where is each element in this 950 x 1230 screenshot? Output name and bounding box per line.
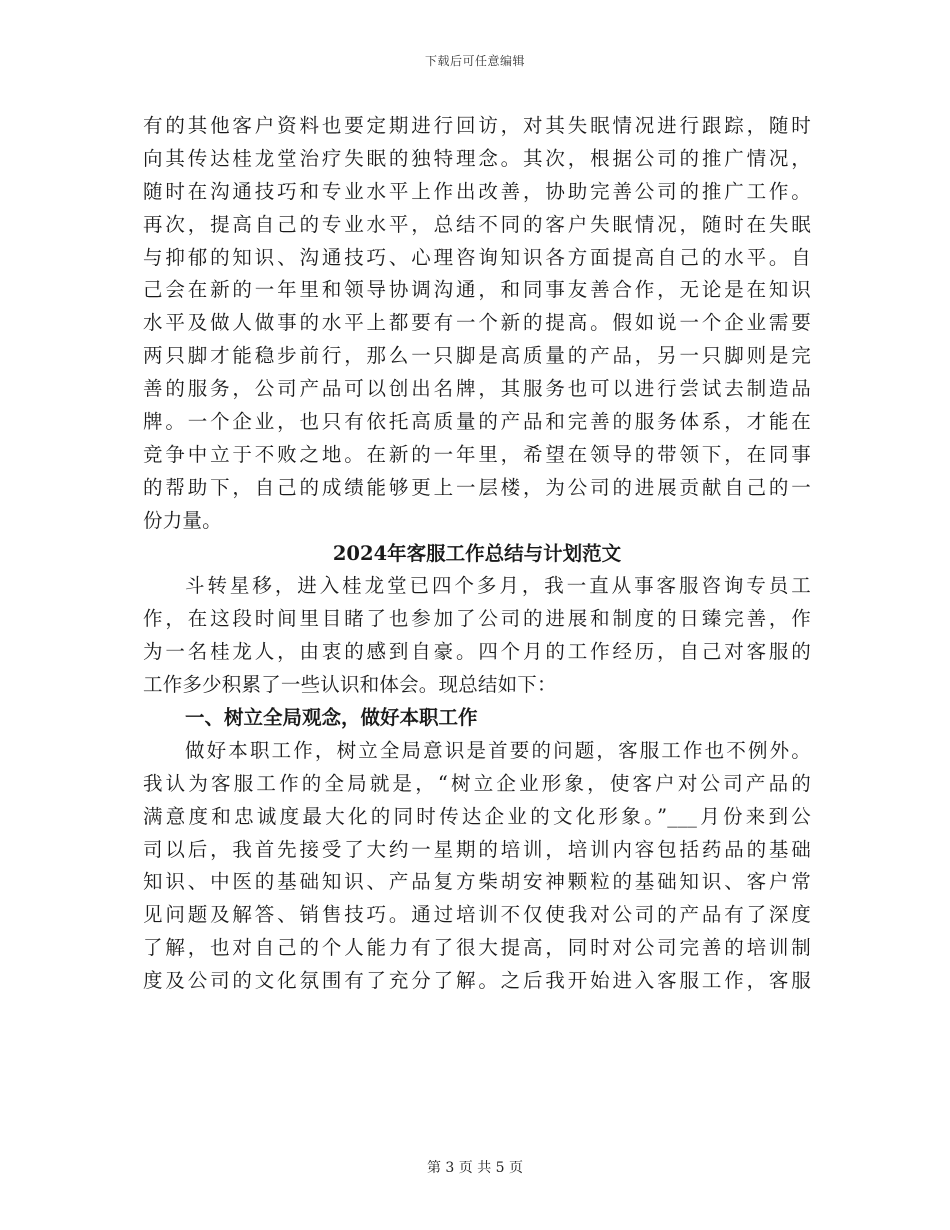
document-body [143,110,811,998]
text-line: 己会在新的一年里和领导协调沟通，和同事友善合作，无论是在知识 [143,278,811,302]
text-line: 随时在沟通技巧和专业水平上作出改善，协助完善公司的推广工作。 [143,179,811,203]
document-title: 2024年客服工作总结与计划范文 [332,541,622,565]
intro-paragraph [143,570,811,702]
text-line: 我认为客服工作的全局就是，“树立企业形象，使客户对公司产品的 [143,771,811,795]
text-line: 再次，提高自己的专业水平，总结不同的客户失眠情况，随时在失眠 [143,212,811,236]
text-line: 与抑郁的知识、沟通技巧、心理咨询知识各方面提高自己的水平。自 [143,245,811,269]
text-line: 做好本职工作，树立全局意识是首要的问题，客服工作也不例外。 [185,738,811,762]
text-line: 了解，也对自己的个人能力有了很大提高，同时对公司完善的培训制 [143,936,811,960]
paragraph-continued [143,110,811,538]
text-line: 向其传达桂龙堂治疗失眠的独特理念。其次，根据公司的推广情况， [143,146,811,170]
text-line: 满意度和忠诚度最大化的同时传达企业的文化形象。”___月份来到公 [143,804,811,828]
section-paragraph [143,735,811,998]
section-heading: 一、树立全局观念，做好本职工作 [185,706,478,730]
text-line: 两只脚才能稳步前行，那么一只脚是高质量的产品，另一只脚则是完 [143,344,811,368]
text-line: 司以后，我首先接受了大约一星期的培训，培训内容包括药品的基础 [143,837,811,861]
text-line: 有的其他客户资料也要定期进行回访，对其失眠情况进行跟踪，随时 [143,114,811,137]
text-line: 知识、中医的基础知识、产品复方柴胡安神颗粒的基础知识、客户常 [143,870,811,894]
text-line: 竞争中立于不败之地。在新的一年里，希望在领导的带领下，在同事 [143,442,811,466]
text-line: 度及公司的文化氛围有了充分了解。之后我开始进入客服工作，客服 [143,969,811,993]
text-line: 牌。一个企业，也只有依托高质量的产品和完善的服务体系，才能在 [143,410,811,434]
text-line: 份力量。 [143,508,222,532]
text-line: 见问题及解答、销售技巧。通过培训不仅使我对公司的产品有了深度 [143,903,811,927]
text-line: 的帮助下，自己的成绩能够更上一层楼，为公司的进展贡献自己的一 [143,475,811,499]
page-number: 第 3 页 共 5 页 [426,1160,524,1176]
text-line: 工作多少积累了一些认识和体会。现总结如下： [143,673,557,697]
page-header: 下载后可任意编辑 [424,54,525,68]
text-line: 为一名桂龙人，由衷的感到自豪。四个月的工作经历，自己对客服的 [143,640,811,664]
text-line: 水平及做人做事的水平上都要有一个新的提高。假如说一个企业需要 [143,311,811,335]
text-line: 斗转星移，进入桂龙堂已四个多月，我一直从事客服咨询专员工 [185,574,811,598]
text-line: 善的服务，公司产品可以创出名牌，其服务也可以进行尝试去制造品 [143,377,811,401]
text-line: 作，在这段时间里目睹了也参加了公司的进展和制度的日臻完善，作 [143,607,811,631]
